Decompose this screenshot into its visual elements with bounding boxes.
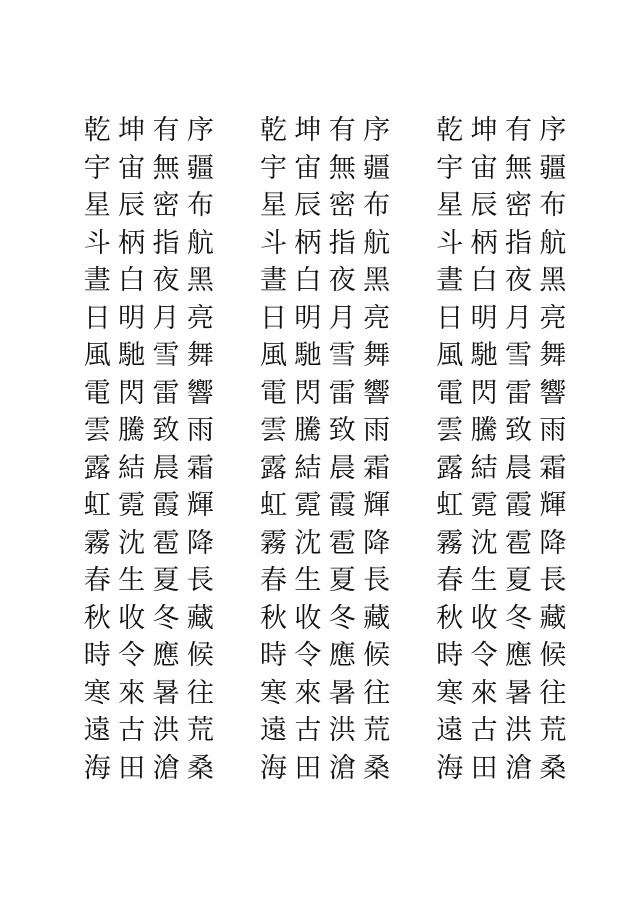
character-cell: 沈 (294, 527, 322, 559)
character-cell: 遠 (83, 715, 111, 746)
character-cell: 雹 (504, 527, 532, 559)
character-cell: 古 (118, 715, 146, 746)
character-cell: 坤 (470, 115, 498, 146)
character-cell: 序 (363, 115, 391, 146)
character-cell: 降 (363, 527, 391, 559)
character-cell: 暑 (504, 677, 532, 709)
character-cell: 騰 (470, 415, 498, 446)
character-cell: 風 (83, 340, 111, 371)
character-cell: 斗 (83, 227, 111, 259)
character-cell: 密 (152, 190, 180, 221)
character-cell: 黑 (539, 265, 567, 296)
character-cell: 桑 (186, 752, 214, 784)
grid-row (80, 750, 570, 788)
character-cell: 霞 (152, 490, 180, 521)
character-cell: 霞 (504, 490, 532, 521)
character-cell: 時 (83, 640, 111, 671)
character-cell: 令 (294, 640, 322, 671)
character-cell: 收 (294, 602, 322, 634)
character-cell: 輝 (539, 490, 567, 521)
character-cell: 雷 (504, 377, 532, 409)
character-cell: 斗 (259, 227, 287, 259)
character-cell: 黑 (363, 265, 391, 296)
character-cell: 應 (328, 640, 356, 671)
character-cell: 雪 (328, 340, 356, 371)
character-cell: 輝 (363, 490, 391, 521)
character-cell: 霓 (118, 490, 146, 521)
character-grid (80, 112, 570, 787)
character-cell: 電 (259, 377, 287, 409)
character-cell: 寒 (83, 677, 111, 709)
character-cell: 桑 (539, 752, 567, 784)
character-cell: 無 (504, 152, 532, 184)
character-cell: 航 (363, 227, 391, 259)
character-cell: 辰 (294, 190, 322, 221)
character-cell: 序 (539, 115, 567, 146)
character-cell: 乾 (436, 115, 464, 146)
character-cell: 雪 (504, 340, 532, 371)
character-cell: 雨 (363, 415, 391, 446)
character-cell: 雹 (152, 527, 180, 559)
character-cell: 明 (294, 302, 322, 334)
character-cell: 閃 (470, 377, 498, 409)
grid-row (80, 262, 570, 300)
grid-row (80, 600, 570, 638)
character-cell: 洪 (504, 715, 532, 746)
character-cell: 候 (363, 640, 391, 671)
character-cell: 藏 (363, 602, 391, 634)
character-cell: 晝 (259, 265, 287, 296)
character-cell: 馳 (294, 340, 322, 371)
character-cell: 坤 (118, 115, 146, 146)
character-cell: 結 (118, 452, 146, 484)
character-cell: 長 (186, 565, 214, 596)
character-cell: 古 (470, 715, 498, 746)
character-cell: 宙 (118, 152, 146, 184)
character-cell: 時 (259, 640, 287, 671)
character-cell: 致 (504, 415, 532, 446)
character-cell: 星 (436, 190, 464, 221)
character-cell: 疆 (186, 152, 214, 184)
character-cell: 候 (539, 640, 567, 671)
character-cell: 藏 (539, 602, 567, 634)
character-cell: 結 (470, 452, 498, 484)
character-cell: 星 (259, 190, 287, 221)
character-cell: 霧 (436, 527, 464, 559)
character-cell: 宇 (83, 152, 111, 184)
grid-row (80, 112, 570, 150)
character-cell: 遠 (436, 715, 464, 746)
character-cell: 來 (294, 677, 322, 709)
character-cell: 月 (152, 302, 180, 334)
character-cell: 響 (186, 377, 214, 409)
character-cell: 霧 (259, 527, 287, 559)
character-cell: 海 (259, 752, 287, 784)
character-cell: 柄 (470, 227, 498, 259)
character-cell: 雲 (83, 415, 111, 446)
character-cell: 古 (294, 715, 322, 746)
character-cell: 布 (363, 190, 391, 221)
character-cell: 宇 (436, 152, 464, 184)
character-cell: 日 (83, 302, 111, 334)
character-cell: 往 (363, 677, 391, 709)
character-cell: 虹 (436, 490, 464, 521)
character-cell: 霓 (470, 490, 498, 521)
grid-row (80, 675, 570, 713)
character-cell: 宇 (259, 152, 287, 184)
character-cell: 黑 (186, 265, 214, 296)
character-cell: 荒 (186, 715, 214, 746)
character-cell: 晨 (328, 452, 356, 484)
character-cell: 荒 (539, 715, 567, 746)
character-cell: 沈 (470, 527, 498, 559)
character-cell: 晨 (152, 452, 180, 484)
character-cell: 時 (436, 640, 464, 671)
character-cell: 春 (83, 565, 111, 596)
character-cell: 長 (363, 565, 391, 596)
character-cell: 應 (152, 640, 180, 671)
character-cell: 露 (259, 452, 287, 484)
character-cell: 布 (186, 190, 214, 221)
grid-row (80, 712, 570, 750)
character-cell: 暑 (152, 677, 180, 709)
character-cell: 來 (470, 677, 498, 709)
character-cell: 沈 (118, 527, 146, 559)
character-cell: 乾 (83, 115, 111, 146)
character-cell: 春 (259, 565, 287, 596)
character-cell: 雪 (152, 340, 180, 371)
character-cell: 騰 (118, 415, 146, 446)
character-cell: 閃 (294, 377, 322, 409)
character-cell: 霜 (539, 452, 567, 484)
grid-row (80, 412, 570, 450)
character-cell: 航 (186, 227, 214, 259)
character-cell: 致 (152, 415, 180, 446)
character-cell: 藏 (186, 602, 214, 634)
character-cell: 霧 (83, 527, 111, 559)
character-cell: 響 (539, 377, 567, 409)
character-cell: 夜 (152, 265, 180, 296)
character-cell: 指 (504, 227, 532, 259)
character-cell: 暑 (328, 677, 356, 709)
character-cell: 無 (152, 152, 180, 184)
character-cell: 電 (83, 377, 111, 409)
character-cell: 田 (118, 752, 146, 784)
character-cell: 春 (436, 565, 464, 596)
character-cell: 疆 (363, 152, 391, 184)
character-cell: 虹 (83, 490, 111, 521)
character-cell: 收 (118, 602, 146, 634)
grid-row (80, 150, 570, 188)
character-cell: 舞 (186, 340, 214, 371)
character-cell: 晝 (436, 265, 464, 296)
character-cell: 柄 (294, 227, 322, 259)
grid-row (80, 562, 570, 600)
character-cell: 霜 (363, 452, 391, 484)
character-cell: 收 (470, 602, 498, 634)
character-cell: 辰 (470, 190, 498, 221)
character-cell: 冬 (152, 602, 180, 634)
character-cell: 明 (470, 302, 498, 334)
character-cell: 田 (294, 752, 322, 784)
character-cell: 生 (294, 565, 322, 596)
character-cell: 候 (186, 640, 214, 671)
character-cell: 乾 (259, 115, 287, 146)
character-cell: 布 (539, 190, 567, 221)
character-cell: 結 (294, 452, 322, 484)
character-cell: 星 (83, 190, 111, 221)
character-cell: 滄 (328, 752, 356, 784)
character-cell: 霜 (186, 452, 214, 484)
character-cell: 霓 (294, 490, 322, 521)
character-cell: 秋 (436, 602, 464, 634)
character-cell: 明 (118, 302, 146, 334)
character-cell: 風 (259, 340, 287, 371)
character-cell: 冬 (328, 602, 356, 634)
character-cell: 宙 (294, 152, 322, 184)
character-cell: 滄 (152, 752, 180, 784)
character-cell: 長 (539, 565, 567, 596)
character-cell: 航 (539, 227, 567, 259)
character-cell: 亮 (539, 302, 567, 334)
character-cell: 荒 (363, 715, 391, 746)
character-cell: 令 (118, 640, 146, 671)
character-cell: 白 (294, 265, 322, 296)
character-cell: 無 (328, 152, 356, 184)
character-cell: 降 (186, 527, 214, 559)
character-cell: 生 (470, 565, 498, 596)
character-cell: 秋 (259, 602, 287, 634)
character-cell: 往 (539, 677, 567, 709)
character-cell: 有 (328, 115, 356, 146)
character-cell: 電 (436, 377, 464, 409)
character-cell: 疆 (539, 152, 567, 184)
character-cell: 騰 (294, 415, 322, 446)
character-cell: 晨 (504, 452, 532, 484)
character-cell: 宙 (470, 152, 498, 184)
character-cell: 日 (259, 302, 287, 334)
character-cell: 雷 (152, 377, 180, 409)
character-cell: 月 (504, 302, 532, 334)
character-cell: 辰 (118, 190, 146, 221)
character-cell: 應 (504, 640, 532, 671)
character-cell: 雲 (436, 415, 464, 446)
character-cell: 指 (328, 227, 356, 259)
character-cell: 馳 (118, 340, 146, 371)
character-cell: 海 (436, 752, 464, 784)
grid-row (80, 225, 570, 263)
character-cell: 雨 (539, 415, 567, 446)
character-cell: 斗 (436, 227, 464, 259)
character-cell: 夜 (504, 265, 532, 296)
character-cell: 雹 (328, 527, 356, 559)
character-cell: 遠 (259, 715, 287, 746)
character-cell: 亮 (186, 302, 214, 334)
character-cell: 冬 (504, 602, 532, 634)
character-cell: 輝 (186, 490, 214, 521)
grid-row (80, 637, 570, 675)
grid-row (80, 450, 570, 488)
character-cell: 生 (118, 565, 146, 596)
character-cell: 往 (186, 677, 214, 709)
character-cell: 夏 (504, 565, 532, 596)
character-cell: 露 (436, 452, 464, 484)
character-cell: 夏 (152, 565, 180, 596)
character-cell: 降 (539, 527, 567, 559)
character-cell: 密 (328, 190, 356, 221)
grid-row (80, 375, 570, 413)
character-cell: 秋 (83, 602, 111, 634)
character-cell: 日 (436, 302, 464, 334)
character-cell: 田 (470, 752, 498, 784)
character-cell: 晝 (83, 265, 111, 296)
character-cell: 雨 (186, 415, 214, 446)
grid-row (80, 337, 570, 375)
character-cell: 夏 (328, 565, 356, 596)
character-cell: 有 (152, 115, 180, 146)
character-cell: 月 (328, 302, 356, 334)
character-cell: 響 (363, 377, 391, 409)
character-cell: 有 (504, 115, 532, 146)
character-cell: 洪 (152, 715, 180, 746)
character-cell: 雷 (328, 377, 356, 409)
character-cell: 寒 (436, 677, 464, 709)
character-cell: 閃 (118, 377, 146, 409)
character-cell: 令 (470, 640, 498, 671)
character-cell: 坤 (294, 115, 322, 146)
character-cell: 亮 (363, 302, 391, 334)
character-cell: 白 (470, 265, 498, 296)
character-cell: 虹 (259, 490, 287, 521)
character-cell: 海 (83, 752, 111, 784)
character-cell: 露 (83, 452, 111, 484)
character-cell: 指 (152, 227, 180, 259)
character-cell: 舞 (363, 340, 391, 371)
character-cell: 滄 (504, 752, 532, 784)
grid-row (80, 187, 570, 225)
grid-row (80, 300, 570, 338)
character-cell: 來 (118, 677, 146, 709)
character-cell: 霞 (328, 490, 356, 521)
character-cell: 寒 (259, 677, 287, 709)
character-cell: 馳 (470, 340, 498, 371)
grid-row (80, 487, 570, 525)
character-cell: 致 (328, 415, 356, 446)
character-cell: 柄 (118, 227, 146, 259)
character-cell: 桑 (363, 752, 391, 784)
grid-row (80, 525, 570, 563)
character-cell: 密 (504, 190, 532, 221)
character-cell: 序 (186, 115, 214, 146)
character-cell: 舞 (539, 340, 567, 371)
character-cell: 洪 (328, 715, 356, 746)
character-cell: 夜 (328, 265, 356, 296)
character-cell: 白 (118, 265, 146, 296)
character-cell: 風 (436, 340, 464, 371)
character-cell: 雲 (259, 415, 287, 446)
